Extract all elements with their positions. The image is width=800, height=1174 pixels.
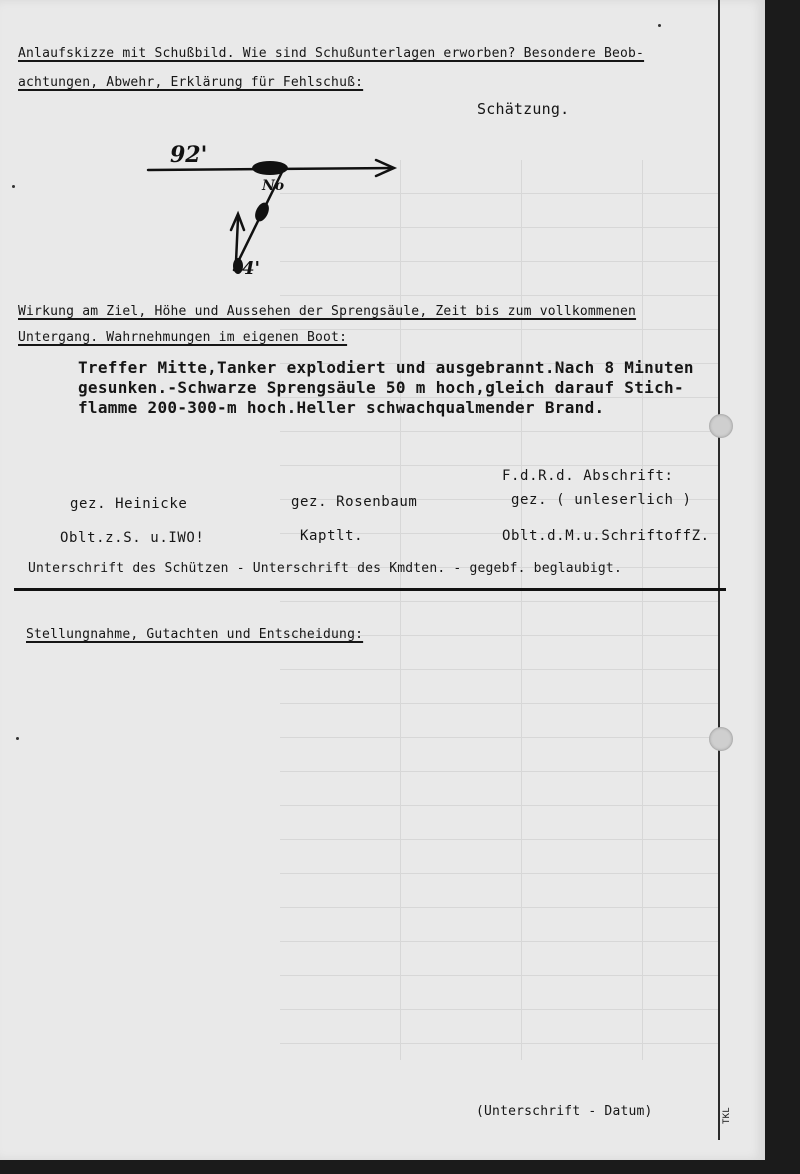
- sketch-heading-line2: achtungen, Abwehr, Erklärung für Fehlschuß:: [18, 75, 364, 90]
- number-label: No: [262, 178, 285, 194]
- copy-note-line1: F.d.R.d. Abschrift:: [502, 468, 674, 484]
- copy-note-line3: Oblt.d.M.u.SchriftoffZ.: [502, 528, 710, 544]
- opinion-heading: Stellungnahme, Gutachten und Entscheidung:: [26, 627, 364, 642]
- section-divider: [14, 588, 726, 591]
- angle-label: 92': [170, 142, 208, 168]
- right-margin-rule: [718, 0, 720, 1140]
- copy-note-line2: gez. ( unleserlich ): [511, 492, 692, 508]
- sketch-heading-line1: Anlaufskizze mit Schußbild. Wie sind Schußunterlagen erworben? Besondere Beob-: [18, 46, 645, 61]
- hit-point-mark: [252, 200, 271, 223]
- estimate-label: Schätzung.: [477, 100, 570, 118]
- shooter-name: gez. Heinicke: [70, 496, 188, 512]
- commander-name: gez. Rosenbaum: [291, 494, 418, 510]
- punch-hole-upper: [709, 414, 733, 438]
- commander-rank: Kaptlt.: [300, 528, 364, 544]
- effect-heading-line1: Wirkung am Ziel, Höhe und Aussehen der Sprengsäule, Zeit bis zum vollkommenen: [18, 304, 637, 319]
- attack-sketch: [0, 0, 420, 300]
- sub-course-line: [236, 218, 238, 262]
- effect-heading-line2: Untergang. Wahrnehmungen im eigenen Boot:: [18, 330, 348, 345]
- shooter-rank: Oblt.z.S. u.IWO!: [60, 530, 205, 546]
- signature-caption: Unterschrift des Schützen - Unterschrift des Kmdten. - gegebf. beglaubigt.: [28, 561, 622, 576]
- speck: [16, 737, 19, 740]
- effect-description: Treffer Mitte,Tanker explodiert und ausgebrannt.Nach 8 Minuten gesunken.-Schwarze Sprengsäule 50 m hoch,gleich darauf Stich- flamme 200-300-m hoch.Heller schwachqualmender Brand.: [78, 358, 694, 417]
- target-ship-mark: [252, 161, 288, 175]
- torpedo-label: 4': [242, 258, 261, 279]
- signature-date-label: (Unterschrift - Datum): [476, 1104, 653, 1119]
- margin-mark: TKL: [722, 1107, 732, 1124]
- punch-hole-lower: [709, 727, 733, 751]
- speck: [658, 24, 661, 27]
